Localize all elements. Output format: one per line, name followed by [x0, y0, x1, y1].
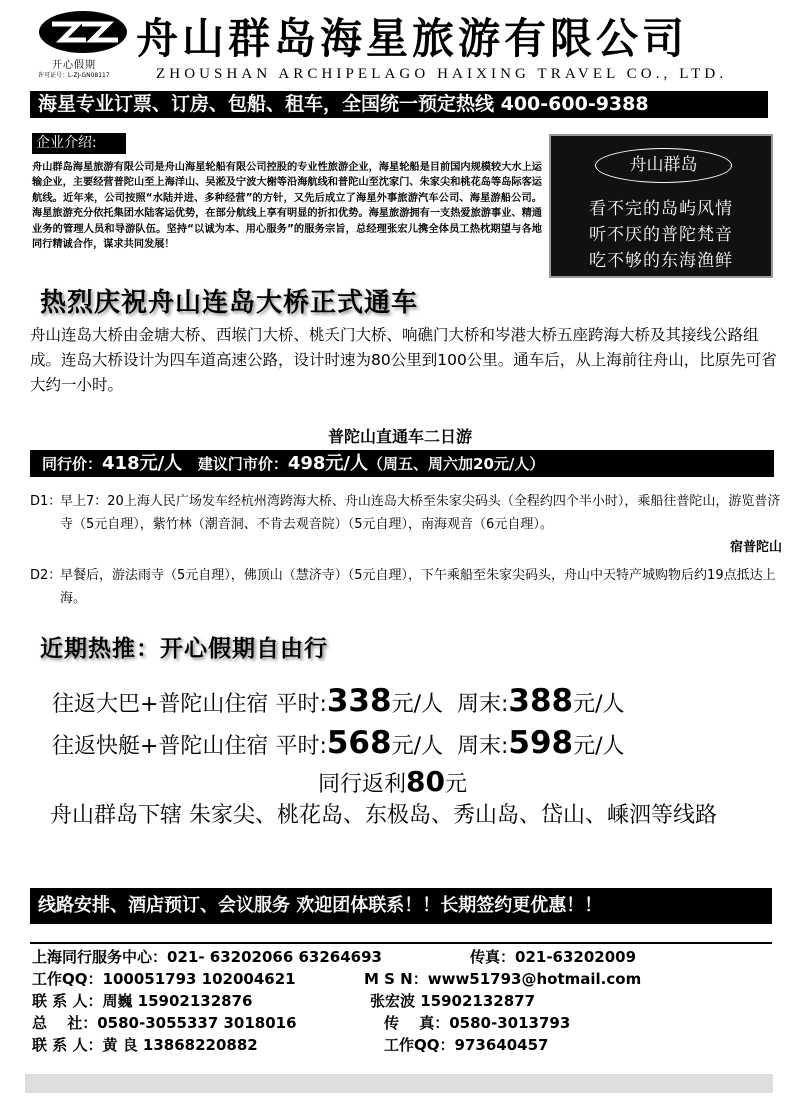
rebate-label: 同行返利 [318, 772, 407, 797]
hotline-banner: 海星专业订票、订房、包船、租车，全国统一预定热线 400-600-9388 [30, 91, 768, 118]
price-bar [30, 450, 774, 477]
price-unit: 元/人 [573, 692, 625, 717]
slogan-line: 看不完的岛屿风情 [589, 199, 733, 219]
slogan-box [549, 134, 773, 278]
fax-number: 021-63202009 [515, 948, 637, 966]
retail-price: 498元/人 [287, 453, 369, 474]
qq-label: 工作QQ： [32, 970, 103, 988]
company-logo [38, 10, 128, 78]
weekend-label: 周末: [457, 692, 509, 717]
contact-name-phone: 周巍 15902132876 [102, 992, 253, 1010]
weekday-label: 平时: [275, 692, 327, 717]
hq-fax-label: 传 真： [384, 1014, 450, 1032]
msn-address[interactable]: www51793@hotmail.com [427, 970, 642, 988]
hq-contact [32, 1013, 297, 1034]
price-unit: 元/人 [573, 734, 625, 759]
offer-name: 往返大巴+普陀山住宿 [52, 692, 269, 717]
contact-label: 联 系 人： [32, 992, 103, 1010]
intro-text: 舟山群岛海星旅游有限公司是舟山海星轮船有限公司控股的专业性旅游企业，海星轮船是目前国内规模较大水上运输企业，主要经营普陀山至上海洋山、吴淞及宁波大榭等沿海航线和普陀山至沈家门、朱家尖和桃花岛等岛际客运航线。近年来，公司按照“水陆并进、多种经营”的方针，又先后成立了海星外事旅游汽车公司、海星游船公司。海星旅游充分依托集团水陆客运优势，在部分航线上享有明显的折扣优势。海星旅游拥有一支热爱旅游事业、精通业务的管理人员和导游队伍。坚持“以诚为本、用心服务”的服务宗旨，总经理张宏儿携全体员工热枕期望与各地同行精诚合作，谋求共同发展！ [32, 162, 542, 251]
sh-center-contact [32, 947, 382, 968]
company-title-en: ZHOUSHAN ARCHIPELAGO HAIXING TRAVEL CO., LTD. [156, 66, 728, 82]
qq-number: 973640457 [454, 1036, 549, 1054]
weekday-label: 平时: [275, 734, 327, 759]
day-text: 早餐后，游法雨寺（5元自理），佛顶山（慧济寺）（5元自理），下午乘船至朱家尖码头，舟山中天特产城购物后约19点抵达上海。 [60, 568, 776, 606]
msn-contact [364, 969, 641, 990]
slogan-badge: 舟山群岛 [595, 148, 732, 183]
slogan-line: 听不厌的普陀梵音 [589, 225, 733, 245]
price-unit: 元/人 [391, 692, 443, 717]
bridge-description: 舟山连岛大桥由金塘大桥、西堠门大桥、桃夭门大桥、响礁门大桥和岑港大桥五座跨海大桥及其接线公路组成。连岛大桥设计为四车道高速公路，设计时速为80公里到100公里。通车后，从上海前往舟山，比原先可省大约一小时。 [30, 326, 777, 394]
fax-label: 传真： [470, 948, 516, 966]
logo-brand-text: 开心假期 [52, 60, 96, 71]
hq-fax-contact [384, 1013, 570, 1034]
day-label: D1： [30, 494, 62, 509]
contact-person-2: 张宏波 15902132877 [370, 992, 536, 1010]
offer-name: 往返快艇+普陀山住宿 [52, 734, 269, 759]
price-unit: 元/人 [391, 734, 443, 759]
footer-bar [25, 1074, 773, 1093]
bridge-headline: 热烈庆祝舟山连岛大桥正式通车 [40, 288, 419, 318]
retail-price-note: （周五、周六加20元/人） [368, 455, 545, 473]
qq-contact [32, 969, 296, 990]
hq-label: 总 社： [32, 1014, 98, 1032]
contact-label: 联 系 人： [32, 1036, 103, 1054]
peer-rebate [318, 765, 467, 798]
island-routes: 舟山群岛下辖 朱家尖、桃花岛、东极岛、秀山岛、岱山、嵊泗等线路 [50, 803, 717, 828]
hq-phone: 0580-3055337 3018016 [97, 1014, 297, 1032]
license-number: 许可证号：L-ZJ-GN08117 [38, 72, 110, 79]
peer-price: 418元/人 [102, 453, 183, 474]
itinerary-day-2 [30, 564, 782, 610]
slogan-line: 吃不够的东海渔鲜 [589, 251, 733, 271]
logo-swoosh-icon [38, 10, 128, 56]
overnight-location: 宿普陀山 [729, 540, 782, 555]
itinerary-day-1 [30, 490, 782, 555]
company-title-cn: 舟山群岛海星旅游有限公司 [136, 14, 689, 63]
day-label: D2： [30, 568, 62, 583]
contact-person-3 [32, 1035, 258, 1056]
services-banner: 线路安排、酒店预订、会议服务 欢迎团体联系！！长期签约更优惠！！ [30, 888, 772, 924]
weekday-price: 338 [326, 683, 392, 719]
qq-label: 工作QQ： [384, 1036, 455, 1054]
weekday-price: 568 [326, 725, 392, 761]
sh-center-label: 上海同行服务中心： [32, 948, 168, 966]
contact-person-1 [32, 991, 252, 1012]
weekend-label: 周末: [457, 734, 509, 759]
sh-center-phone: 021- 63202066 63264693 [167, 948, 382, 966]
retail-price-label: 建议门市价： [197, 455, 288, 473]
tour-title: 普陀山直通车二日游 [327, 427, 472, 446]
weekend-price: 388 [508, 683, 574, 719]
hq-fax-number: 0580-3013793 [449, 1014, 571, 1032]
peer-price-label: 同行价： [42, 455, 103, 473]
qq-number: 100051793 102004621 [102, 970, 296, 988]
day-text: 早上7：20上海人民广场发车经杭州湾跨海大桥、舟山连岛大桥至朱家尖码头（全程约四个半小时），乘船往普陀山，游览普济寺（5元自理），紫竹林（潮音洞、不肯去观音院）（5元自理），南海观音（6元自理）。 [60, 494, 781, 532]
offer-row [52, 683, 625, 719]
weekend-price: 598 [508, 725, 574, 761]
msn-label: M S N： [364, 970, 428, 988]
rebate-unit: 元 [444, 772, 467, 797]
intro-label: 企业介绍: [32, 133, 126, 154]
divider [30, 942, 772, 944]
fax-contact [470, 947, 636, 968]
rebate-value: 80 [406, 765, 445, 798]
qq2-contact [384, 1035, 548, 1056]
contact-name-phone: 黄 良 13868220882 [102, 1036, 258, 1054]
hot-promo-title: 近期热推：开心假期自由行 [40, 636, 328, 662]
offer-row [52, 725, 625, 761]
